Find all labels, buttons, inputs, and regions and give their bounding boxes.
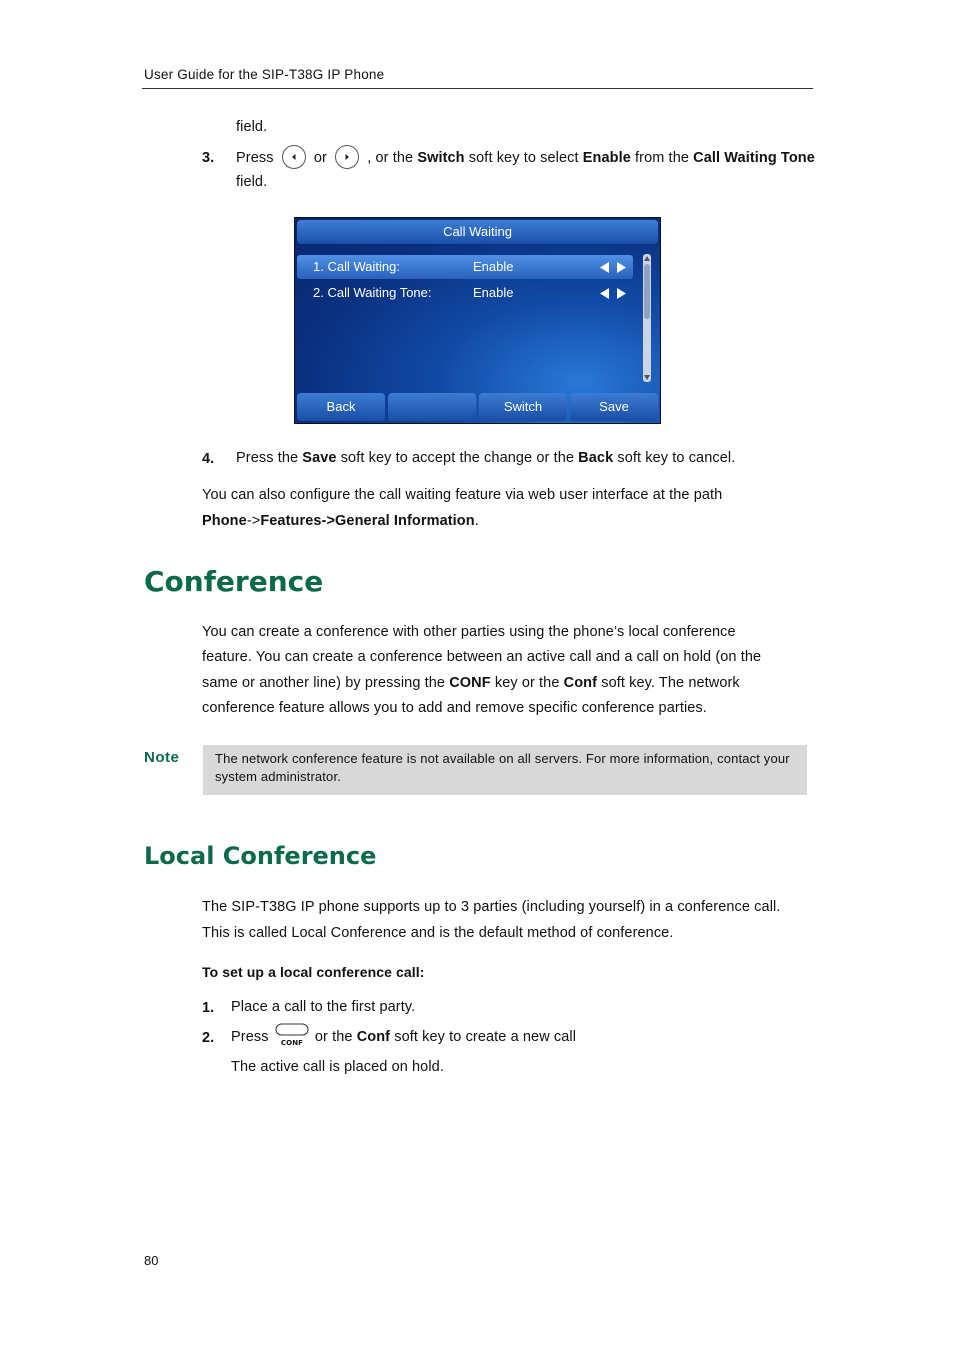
step-3-press: Press xyxy=(236,150,274,166)
web-ui-paragraph-line1: You can also configure the call waiting feature via web user interface at the path xyxy=(202,487,723,503)
left-navigation-key-icon xyxy=(282,145,306,169)
page-number: 80 xyxy=(144,1253,159,1268)
softkey-back[interactable]: Back xyxy=(297,393,385,421)
local-step-2-number: 2. xyxy=(202,1030,215,1046)
step-4-text xyxy=(236,446,735,472)
local-step-2-text xyxy=(231,1025,576,1051)
step-3-or: or xyxy=(313,150,327,166)
step-3-from: from the xyxy=(635,150,690,166)
back-softkey-ref: Back xyxy=(578,450,614,466)
conf-key-icon xyxy=(275,1023,309,1048)
phone-screen-call-waiting xyxy=(294,217,661,424)
conference-line-3a: same or another line) by pressing the xyxy=(202,675,446,691)
conference-line-3c: soft key. The network xyxy=(601,675,740,691)
running-header: User Guide for the SIP-T38G IP Phone xyxy=(144,67,385,82)
screen-row-label: 2. Call Waiting Tone: xyxy=(313,285,432,300)
conference-line-4: conference feature allows you to add and remove specific conference parties. xyxy=(202,700,707,716)
local-conference-line-1: The SIP-T38G IP phone supports up to 3 parties (including yourself) in a conference call. xyxy=(202,899,781,915)
screen-row-label: 1. Call Waiting: xyxy=(313,259,400,274)
conference-line-3 xyxy=(202,671,740,697)
step-3-select: soft key to select xyxy=(468,150,579,166)
left-right-arrows-icon[interactable] xyxy=(599,262,627,273)
conf-key-icon-label: CONF xyxy=(280,1039,303,1048)
switch-softkey-ref: Switch xyxy=(417,150,465,166)
local-step-2-result: The active call is placed on hold. xyxy=(231,1059,444,1075)
path-arrow: -> xyxy=(246,513,261,529)
note-label: Note xyxy=(144,749,180,766)
softkey-switch[interactable]: Switch xyxy=(479,393,567,421)
screen-row-value: Enable xyxy=(473,259,514,274)
screen-row-call-waiting[interactable] xyxy=(297,255,633,279)
screen-row-value: Enable xyxy=(473,285,514,300)
note-text: The network conference feature is not available on all servers. For more information, contact your system administrator. xyxy=(215,751,790,784)
conference-line-1: You can create a conference with other parties using the phone’s local conference xyxy=(202,624,736,640)
scroll-up-arrow-icon[interactable] xyxy=(644,256,650,261)
local-conf-softkey-ref: Conf xyxy=(356,1029,391,1045)
left-right-arrows-icon[interactable] xyxy=(599,288,627,299)
softkey-empty[interactable] xyxy=(388,393,476,421)
path-phone: Phone xyxy=(202,513,247,529)
step-3-or-the: , or the xyxy=(367,150,414,166)
path-features: Features->General Information xyxy=(260,513,475,529)
path-dot: . xyxy=(474,513,479,529)
scroll-down-arrow-icon[interactable] xyxy=(644,375,650,380)
web-ui-path xyxy=(202,509,479,535)
local-step-1-number: 1. xyxy=(202,1000,215,1016)
call-waiting-tone-field-ref: Call Waiting Tone xyxy=(693,150,815,166)
conference-line-3b: key or the xyxy=(494,675,560,691)
step-4-press: Press the xyxy=(236,450,299,466)
right-navigation-key-icon xyxy=(335,145,359,169)
step-3-tail: field. xyxy=(236,174,268,190)
conf-key-ref: CONF xyxy=(449,675,491,691)
screen-title: Call Waiting xyxy=(297,220,658,244)
local-conference-heading: Local Conference xyxy=(144,842,377,870)
local-step-2-or: or the xyxy=(314,1029,353,1045)
conference-line-2: feature. You can create a conference between an active call and a call on hold (on the xyxy=(202,649,762,665)
local-step-2-press: Press xyxy=(231,1029,269,1045)
procedure-title: To set up a local conference call: xyxy=(202,964,425,980)
step-3-number: 3. xyxy=(202,150,215,166)
screen-scrollbar-thumb[interactable] xyxy=(644,264,650,319)
step-4-end: soft key to cancel. xyxy=(617,450,736,466)
local-conference-line-2: This is called Local Conference and is the default method of conference. xyxy=(202,925,674,941)
local-step-1-text: Place a call to the first party. xyxy=(231,999,416,1015)
previous-step-tail: field. xyxy=(236,119,268,135)
conference-heading: Conference xyxy=(144,565,324,598)
conf-softkey-ref: Conf xyxy=(563,675,598,691)
header-rule xyxy=(142,88,813,89)
softkey-save[interactable]: Save xyxy=(570,393,658,421)
local-step-2-end: soft key to create a new call xyxy=(394,1029,577,1045)
step-4-middle: soft key to accept the change or the xyxy=(340,450,575,466)
save-softkey-ref: Save xyxy=(302,450,337,466)
screen-row-call-waiting-tone[interactable] xyxy=(297,281,633,305)
step-4-number: 4. xyxy=(202,451,215,467)
step-3-text xyxy=(236,146,815,172)
enable-value-ref: Enable xyxy=(582,150,631,166)
